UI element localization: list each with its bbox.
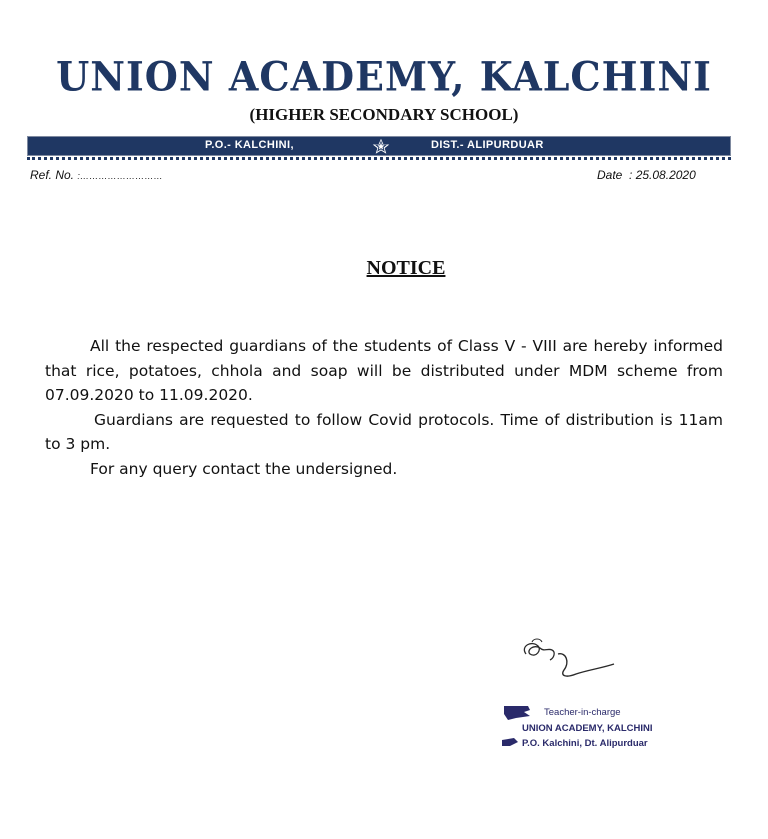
signature bbox=[518, 636, 618, 682]
ref-number bbox=[30, 168, 163, 182]
notice-paragraph: Guardians are requested to follow Covid protocols. Time of distribution is 11am to 3 pm. bbox=[45, 410, 723, 453]
address-bar bbox=[27, 136, 731, 156]
district: DIST.- ALIPURDUAR bbox=[431, 139, 544, 151]
stamp-line: UNION ACADEMY, KALCHINI bbox=[522, 723, 653, 734]
star-icon bbox=[366, 136, 396, 156]
school-type: (HIGHER SECONDARY SCHOOL) bbox=[249, 105, 519, 124]
official-stamp bbox=[500, 704, 670, 756]
ref-value: :……………………… bbox=[77, 171, 163, 181]
date bbox=[597, 168, 696, 182]
notice-body bbox=[45, 334, 723, 481]
dotted-divider bbox=[27, 157, 731, 160]
notice-paragraph: All the respected guardians of the students of Class V - VIII are hereby informed that rice, potatoes, chhola and soap will be distributed under MDM scheme from 07.09.2020 to 11.09.2020. bbox=[45, 337, 723, 404]
school-name: UNION ACADEMY, KALCHINI bbox=[56, 52, 712, 101]
notice-title: NOTICE bbox=[366, 257, 446, 279]
ref-label: Ref. No. bbox=[30, 168, 75, 182]
stamp-line: Teacher-in-charge bbox=[544, 707, 621, 718]
notice-paragraph: For any query contact the undersigned. bbox=[90, 459, 398, 478]
date-label: Date bbox=[597, 168, 623, 182]
date-value: : 25.08.2020 bbox=[629, 168, 696, 182]
stamp-line: P.O. Kalchini, Dt. Alipurduar bbox=[522, 738, 648, 749]
post-office: P.O.- KALCHINI, bbox=[205, 139, 294, 151]
